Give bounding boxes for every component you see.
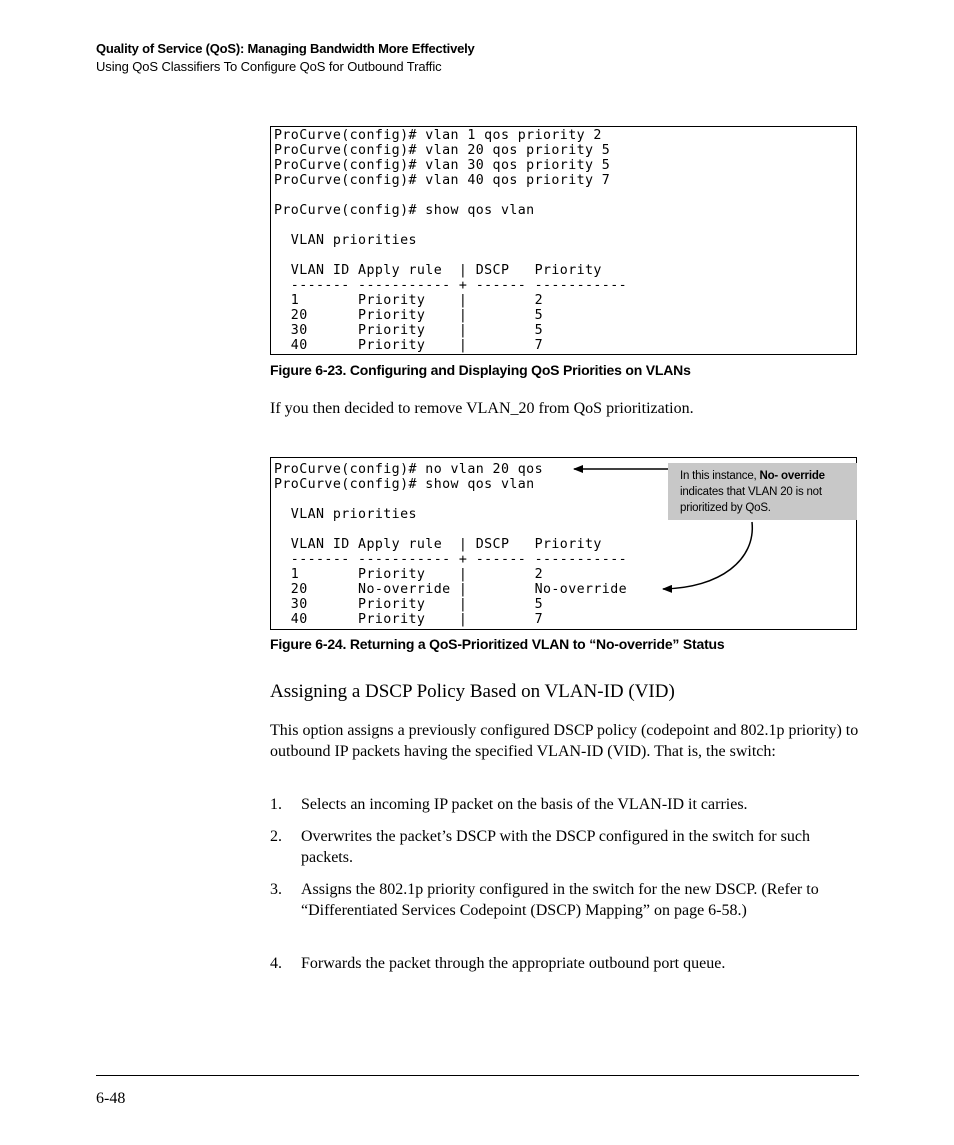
list-item-number: 1. — [270, 796, 282, 813]
section-heading: Assigning a DSCP Policy Based on VLAN-ID (VID) — [270, 681, 675, 702]
list-item-text: Assigns the 802.1p priority configured in the switch for the new DSCP. (Refer to “Differentiated Services Codepoint (DSCP) Mapping” on page 6-58.) — [301, 881, 819, 919]
console-output: ProCurve(config)# vlan 1 qos priority 2 ProCurve(config)# vlan 20 qos priority 5 ProCurve(config)# vlan 30 qos priority 5 ProCurve(config)# vlan 40 qos priority 7 ProCurve(config)# show qos vlan VLAN priorities VLAN ID Apply rule | DSCP Priority ------- ----------- + ------ ----------- 1 Priority | 2 20 Priority | 5 30 Priority | 5 40 Priority | 7 — [274, 128, 628, 353]
footer-rule — [96, 1075, 859, 1076]
list-item-number: 2. — [270, 828, 282, 845]
callout-text-prefix: In this instance, — [680, 470, 760, 482]
intro-paragraph: If you then decided to remove VLAN_20 from QoS prioritization. — [270, 400, 694, 417]
callout-text-bold: No- override — [759, 470, 825, 482]
running-header-title: Quality of Service (QoS): Managing Bandwidth More Effectively — [96, 41, 475, 56]
list-item-number: 3. — [270, 881, 282, 898]
figure-6-24-caption: Figure 6-24. Returning a QoS-Prioritized VLAN to “No-override” Status — [270, 636, 725, 652]
list-item-text: Selects an incoming IP packet on the basis of the VLAN-ID it carries. — [301, 796, 748, 813]
running-header-subtitle: Using QoS Classifiers To Configure QoS for Outbound Traffic — [96, 59, 442, 74]
section-body: This option assigns a previously configured DSCP policy (codepoint and 802.1p priority) to outbound IP packets having the specified VLAN-ID (VID). That is, the switch: — [270, 722, 859, 760]
list-item-text: Forwards the packet through the appropriate outbound port queue. — [301, 955, 726, 972]
console-output: ProCurve(config)# no vlan 20 qos ProCurve(config)# show qos vlan VLAN priorities VLAN ID Apply rule | DSCP Priority ------- ----------- + ------ ----------- 1 Priority | 2 20 No-override | No-override 30 Priority | 5 40 Priority | 7 — [274, 462, 628, 627]
page-number: 6-48 — [96, 1090, 126, 1107]
figure-6-23-caption: Figure 6-23. Configuring and Displaying QoS Priorities on VLANs — [270, 362, 691, 378]
callout-text-suffix: indicates that VLAN 20 is not prioritized by QoS. — [680, 486, 822, 514]
arrow-to-no-override-icon — [663, 522, 752, 589]
list-item-text: Overwrites the packet’s DSCP with the DSCP configured in the switch for such packets. — [301, 828, 810, 866]
list-item-number: 4. — [270, 955, 282, 972]
